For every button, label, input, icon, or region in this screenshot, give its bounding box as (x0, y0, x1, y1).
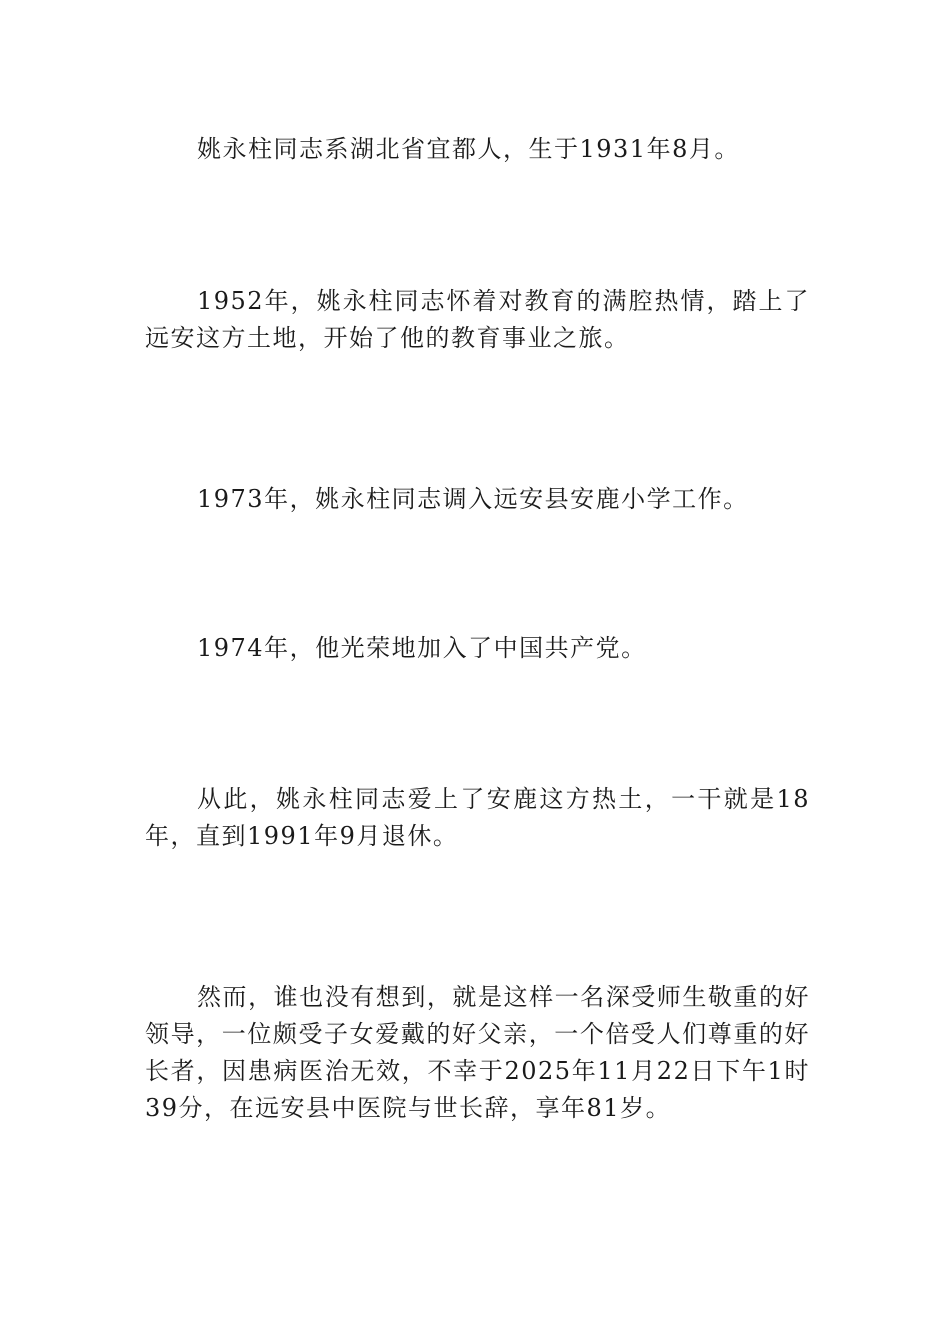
paragraph-party-1974: 1974年，他光荣地加入了中国共产党。 (197, 634, 647, 662)
paragraph-arrival-1952: 1952年，姚永柱同志怀着对教育的满腔热情，踏上了远安这方土地，开始了他的教育事业之旅。 (145, 287, 810, 352)
paragraph-transfer-1973: 1973年，姚永柱同志调入远安县安鹿小学工作。 (197, 485, 749, 513)
paragraph-retirement: 从此，姚永柱同志爱上了安鹿这方热土，一干就是18年，直到1991年9月退休。 (145, 785, 810, 850)
paragraph-passing: 然而，谁也没有想到，就是这样一名深受师生敬重的好领导，一位颇受子女爱戴的好父亲，一个倍受人们尊重的好长者，因患病医治无效，不幸于2025年11月22日下午1时39分，在远安县中医院与世长辞，享年81岁。 (145, 983, 810, 1122)
paragraph-birth: 姚永柱同志系湖北省宜都人，生于1931年8月。 (197, 135, 740, 163)
